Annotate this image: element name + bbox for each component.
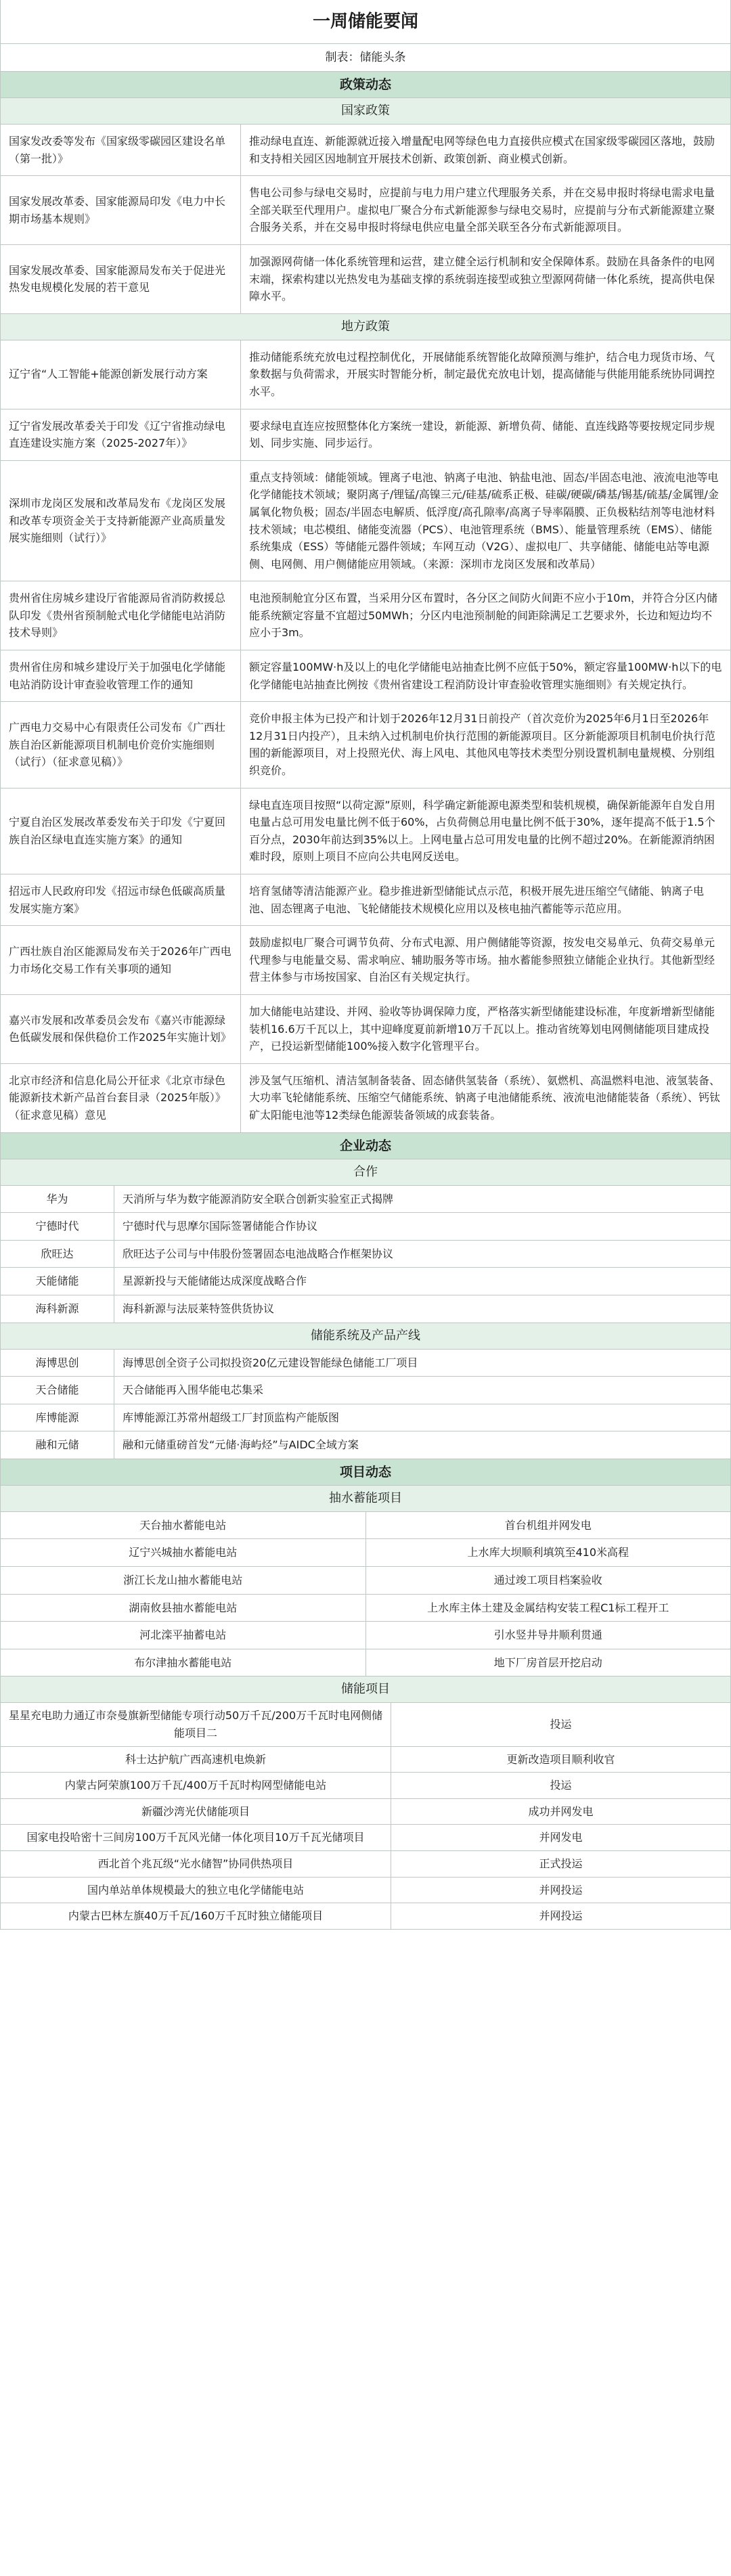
cooperation-row bbox=[1, 1295, 730, 1323]
cooperation-row-value: 欣旺达子公司与中伟股份签署固态电池战略合作框架协议 bbox=[114, 1240, 731, 1268]
local-policy-row-label: 贵州省住房城乡建设厅省能源局省消防救援总队印发《贵州省预制舱式电化学储能电站消防技术导则》 bbox=[1, 581, 241, 650]
local-policy-row bbox=[1, 409, 730, 460]
local-policy-heading: 地方政策 bbox=[1, 314, 730, 340]
storage-project-row-label: 内蒙古巴林左旗40万千瓦/160万千瓦时独立储能项目 bbox=[1, 1903, 391, 1930]
pumped-storage-table bbox=[1, 1512, 730, 1677]
cooperation-row-label: 华为 bbox=[1, 1186, 114, 1213]
storage-project-row-value: 成功并网发电 bbox=[391, 1798, 731, 1825]
cooperation-row-value: 海科新源与法辰莱特签供货协议 bbox=[114, 1295, 731, 1323]
local-policy-row-value: 涉及氢气压缩机、清洁氢制备装备、固态储供氢装备（系统）、氨燃机、高温燃料电池、液氢装备、大功率飞轮储能系统、压缩空气储能系统、钠离子电池储能系统、液流电池储能装备（系统）、钙钛矿太阳能电池等12类绿色能源装备领域的成套装备。 bbox=[241, 1063, 731, 1132]
local-policy-row bbox=[1, 1063, 730, 1132]
local-policy-row-value: 推动储能系统充放电过程控制优化，开展储能系统智能化故障预测与维护，结合电力现货市场、气象数据与负荷需求，开展实时智能分析，制定最优充放电计划，提高储能与供能用能系统协同调控水平。 bbox=[241, 340, 731, 409]
national-policy-row-label: 国家发展改革委、国家能源局印发《电力中长期市场基本规则》 bbox=[1, 176, 241, 245]
pumped-storage-row-value: 地下厂房首层开挖启动 bbox=[366, 1649, 730, 1676]
pumped-storage-row bbox=[1, 1539, 730, 1567]
product-row bbox=[1, 1404, 730, 1431]
local-policy-row-label: 宁夏自治区发展改革委发布关于印发《宁夏回族自治区绿电直连实施方案》的通知 bbox=[1, 788, 241, 874]
pumped-storage-row bbox=[1, 1594, 730, 1622]
cooperation-row bbox=[1, 1213, 730, 1241]
pumped-storage-row-label: 浙江长龙山抽水蓄能电站 bbox=[1, 1567, 366, 1595]
local-policy-row-label: 深圳市龙岗区发展和改革局发布《龙岗区发展和改革专项资金关于支持新能源产业高质量发展实施细则（试行）》 bbox=[1, 460, 241, 581]
pumped-storage-row-label: 湖南攸县抽水蓄能电站 bbox=[1, 1594, 366, 1622]
local-policy-row-value: 竞价申报主体为已投产和计划于2026年12月31日前投产（首次竞价为2025年6月1日至2026年12月31日内投产），且未纳入过机制电价执行范围的新能源项目。区分新能源项目机制电价执行范围的新能源项目，对上投照光伏、海上风电、其他风电等技术类型分别设置机制电量规模、分别组织竞价。 bbox=[241, 702, 731, 788]
national-policy-row-value: 加强源网荷储一体化系统管理和运营，建立健全运行机制和安全保障体系。鼓励在具备条件的电网末端，探索构建以光热发电为基础支撑的系统弱连接型或独立型源网荷储一体化系统，提高供电保障水平。 bbox=[241, 244, 731, 313]
national-policy-row-label: 国家发改委等发布《国家级零碳园区建设名单（第一批）》 bbox=[1, 125, 241, 176]
cooperation-row-value: 宁德时代与思摩尔国际签署储能合作协议 bbox=[114, 1213, 731, 1241]
cooperation-table bbox=[1, 1186, 730, 1323]
policy-section-heading: 政策动态 bbox=[1, 72, 730, 98]
pumped-storage-row bbox=[1, 1649, 730, 1676]
product-row-value: 融和元储重磅首发“元储·海屿烃”与AIDC全域方案 bbox=[114, 1431, 731, 1459]
cooperation-row-label: 宁德时代 bbox=[1, 1213, 114, 1241]
storage-project-row bbox=[1, 1851, 730, 1878]
local-policy-row-value: 绿电直连项目按照“以荷定源”原则，科学确定新能源电源类型和装机规模，确保新能源年自发自用电量占总可用发电量比例不低于60%，占负荷侧总用电量比例不低于30%，逐年提高不低于1.5个百分点，2030年前达到35%以上。上网电量占总可用发电量的比例不超过20%。在新能源消纳困难时段，原则上项目不应向公共电网反送电。 bbox=[241, 788, 731, 874]
local-policy-row-value: 鼓励虚拟电厂聚合可调节负荷、分布式电源、用户侧储能等资源，按发电交易单元、负荷交易单元代理参与电能量交易、需求响应、辅助服务等市场。抽水蓄能参照独立储能企业执行。其他新型经营主体参与市场按国家、自治区有关规定执行。 bbox=[241, 926, 731, 995]
storage-project-row bbox=[1, 1877, 730, 1903]
storage-project-row bbox=[1, 1746, 730, 1773]
storage-project-row-label: 新疆沙湾光伏储能项目 bbox=[1, 1798, 391, 1825]
corporate-section-heading: 企业动态 bbox=[1, 1133, 730, 1159]
product-row-value: 海博思创全资子公司拟投资20亿元建设智能绿色储能工厂项目 bbox=[114, 1350, 731, 1377]
local-policy-row bbox=[1, 788, 730, 874]
storage-project-row-label: 国家电投哈密十三间房100万千瓦风光储一体化项目10万千瓦光储项目 bbox=[1, 1825, 391, 1851]
cooperation-row-label: 欣旺达 bbox=[1, 1240, 114, 1268]
product-row-value: 天合储能再入围华能电芯集采 bbox=[114, 1377, 731, 1404]
local-policy-row-value: 额定容量100MW·h及以上的电化学储能电站抽查比例不应低于50%，额定容量100MW·h以下的电化学储能电站抽查比例按《贵州省建设工程消防设计审查验收管理实施细则》有关规定执行。 bbox=[241, 650, 731, 702]
storage-project-row-value: 投运 bbox=[391, 1773, 731, 1799]
pumped-storage-row-label: 河北滦平抽蓄电站 bbox=[1, 1622, 366, 1649]
storage-projects-heading: 储能项目 bbox=[1, 1676, 730, 1703]
pumped-storage-row bbox=[1, 1567, 730, 1595]
local-policy-row-value: 重点支持领域：储能领域。锂离子电池、钠离子电池、钠盐电池、固态/半固态电池、液流电池等电化学储能技术领域；聚阴离子/锂锰/高镍三元/硅基/硫系正极、硅碳/硬碳/磷基/锡基/硫基/金属锂/金属氧化物负极；固态/半固态电解质、低浮度/高孔隙率/高离子导率隔膜、正负极粘结剂等电池材料技术领域；电芯模组、储能变流器（PCS）、电池管理系统（BMS）、能量管理系统（EMS）、储能系统集成（ESS）等储能元器件领域；车网互动（V2G）、虚拟电厂、共享储能、储能电站等电源侧、电网侧、用户侧储能应用领域。（来源：深圳市龙岗区发展和改革局） bbox=[241, 460, 731, 581]
local-policy-row-value: 培育氢储等清洁能源产业。稳步推进新型储能试点示范，积极开展先进压缩空气储能、钠离子电池、固态锂离子电池、飞轮储能技术规模化应用以及核电抽汽蓄能等示范应用。 bbox=[241, 874, 731, 926]
products-table bbox=[1, 1350, 730, 1459]
national-policy-row bbox=[1, 244, 730, 313]
local-policy-row-label: 招远市人民政府印发《招远市绿色低碳高质量发展实施方案》 bbox=[1, 874, 241, 926]
product-row-label: 天合储能 bbox=[1, 1377, 114, 1404]
storage-project-row bbox=[1, 1903, 730, 1930]
storage-project-row bbox=[1, 1825, 730, 1851]
local-policy-row bbox=[1, 874, 730, 926]
pumped-storage-row-value: 引水竖井导井顺利贯通 bbox=[366, 1622, 730, 1649]
storage-project-row-value: 并网发电 bbox=[391, 1825, 731, 1851]
pumped-storage-row bbox=[1, 1512, 730, 1539]
cooperation-heading: 合作 bbox=[1, 1159, 730, 1186]
local-policy-row-label: 北京市经济和信息化局公开征求《北京市绿色能源新技术新产品首台套目录（2025年版）》（征求意见稿）意见 bbox=[1, 1063, 241, 1132]
cooperation-row bbox=[1, 1240, 730, 1268]
pumped-storage-row-label: 辽宁兴城抽水蓄能电站 bbox=[1, 1539, 366, 1567]
local-policy-row bbox=[1, 460, 730, 581]
cooperation-row bbox=[1, 1268, 730, 1295]
cooperation-row-label: 天能储能 bbox=[1, 1268, 114, 1295]
national-policy-row-value: 推动绿电直连、新能源就近接入增量配电网等绿色电力直接供应模式在国家级零碳园区落地，鼓励和支持相关园区因地制宜开展技术创新、政策创新、商业模式创新。 bbox=[241, 125, 731, 176]
national-policy-row bbox=[1, 125, 730, 176]
local-policy-row-label: 广西壮族自治区能源局发布关于2026年广西电力市场化交易工作有关事项的通知 bbox=[1, 926, 241, 995]
storage-project-row-label: 星星充电助力通辽市奈曼旗新型储能专项行动50万千瓦/200万千瓦时电网侧储能项目二 bbox=[1, 1703, 391, 1746]
national-policy-row-value: 售电公司参与绿电交易时，应提前与电力用户建立代理服务关系，并在交易申报时将绿电需求电量全部关联至代理用户。虚拟电厂聚合分布式新能源参与绿电交易时，应提前与分布式新能源建立聚合服务关系，并在交易申报时将绿电供应电量全部关联至各分布式新能源项目。 bbox=[241, 176, 731, 245]
pumped-storage-heading: 抽水蓄能项目 bbox=[1, 1486, 730, 1512]
local-policy-row-label: 辽宁省“人工智能+能源创新发展行动方案 bbox=[1, 340, 241, 409]
storage-project-row-value: 正式投运 bbox=[391, 1851, 731, 1878]
storage-projects-table bbox=[1, 1703, 730, 1929]
pumped-storage-row-value: 首台机组并网发电 bbox=[366, 1512, 730, 1539]
storage-project-row bbox=[1, 1703, 730, 1746]
products-heading: 储能系统及产品产线 bbox=[1, 1323, 730, 1350]
product-row bbox=[1, 1377, 730, 1404]
local-policy-row-label: 贵州省住房和城乡建设厅关于加强电化学储能电站消防设计审查验收管理工作的通知 bbox=[1, 650, 241, 702]
national-policy-row-label: 国家发展改革委、国家能源局发布关于促进光热发电规模化发展的若干意见 bbox=[1, 244, 241, 313]
local-policy-row-label: 嘉兴市发展和改革委员会发布《嘉兴市能源绿色低碳发展和保供稳价工作2025年实施计划》 bbox=[1, 994, 241, 1063]
local-policy-row bbox=[1, 650, 730, 702]
storage-project-row-label: 国内单站单体规模最大的独立电化学储能电站 bbox=[1, 1877, 391, 1903]
local-policy-table bbox=[1, 340, 730, 1133]
national-policy-table bbox=[1, 125, 730, 314]
product-row bbox=[1, 1431, 730, 1459]
local-policy-row bbox=[1, 702, 730, 788]
national-policy-heading: 国家政策 bbox=[1, 98, 730, 125]
cooperation-row bbox=[1, 1186, 730, 1213]
cooperation-row-value: 天消所与华为数字能源消防安全联合创新实验室正式揭牌 bbox=[114, 1186, 731, 1213]
local-policy-row bbox=[1, 926, 730, 995]
storage-project-row-value: 投运 bbox=[391, 1703, 731, 1746]
local-policy-row-value: 加大储能电站建设、并网、验收等协调保障力度，严格落实新型储能建设标准，年度新增新型储能装机16.6万千瓦以上，其中迎峰度夏前新增10万千瓦以上。推动省统筹划电网侧储能项目建成投产，已投运新型储能100%接入数字化管理平台。 bbox=[241, 994, 731, 1063]
local-policy-row-label: 广西电力交易中心有限责任公司发布《广西壮族自治区新能源项目机制电价竞价实施细则（试行）（征求意见稿）》 bbox=[1, 702, 241, 788]
local-policy-row bbox=[1, 994, 730, 1063]
product-row bbox=[1, 1350, 730, 1377]
pumped-storage-row-value: 上水库大坝顺利填筑至410米高程 bbox=[366, 1539, 730, 1567]
pumped-storage-row-value: 通过竣工项目档案验收 bbox=[366, 1567, 730, 1595]
projects-section-heading: 项目动态 bbox=[1, 1459, 730, 1486]
page-title: 一周储能要闻 bbox=[1, 0, 730, 44]
product-row-label: 融和元储 bbox=[1, 1431, 114, 1459]
storage-project-row-value: 并网投运 bbox=[391, 1903, 731, 1930]
storage-project-row-label: 西北首个兆瓦级“光水储智”协同供热项目 bbox=[1, 1851, 391, 1878]
storage-project-row bbox=[1, 1798, 730, 1825]
storage-project-row-label: 科士达护航广西高速机电焕新 bbox=[1, 1746, 391, 1773]
producer-line: 制表：储能头条 bbox=[1, 44, 730, 72]
local-policy-row-value: 电池预制舱宜分区布置，当采用分区布置时，各分区之间防火间距不应小于10m，并符合分区内储能系统额定容量不宜超过50MWh；分区内电池预制舱的间距除满足工艺要求外，长边和短边均不应小于3m。 bbox=[241, 581, 731, 650]
local-policy-row bbox=[1, 581, 730, 650]
cooperation-row-label: 海科新源 bbox=[1, 1295, 114, 1323]
storage-project-row-value: 并网投运 bbox=[391, 1877, 731, 1903]
local-policy-row bbox=[1, 340, 730, 409]
pumped-storage-row-label: 天台抽水蓄能电站 bbox=[1, 1512, 366, 1539]
cooperation-row-value: 星源新投与天能储能达成深度战略合作 bbox=[114, 1268, 731, 1295]
national-policy-row bbox=[1, 176, 730, 245]
storage-project-row-value: 更新改造项目顺利收官 bbox=[391, 1746, 731, 1773]
product-row-label: 海博思创 bbox=[1, 1350, 114, 1377]
local-policy-row-value: 要求绿电直连应按照整体化方案统一建设，新能源、新增负荷、储能、直连线路等要按规定同步规划、同步实施、同步运行。 bbox=[241, 409, 731, 460]
local-policy-row-label: 辽宁省发展改革委关于印发《辽宁省推动绿电直连建设实施方案（2025-2027年）》 bbox=[1, 409, 241, 460]
product-row-label: 库博能源 bbox=[1, 1404, 114, 1431]
storage-project-row-label: 内蒙古阿荣旗100万千瓦/400万千瓦时构网型储能电站 bbox=[1, 1773, 391, 1799]
storage-project-row bbox=[1, 1773, 730, 1799]
pumped-storage-row bbox=[1, 1622, 730, 1649]
product-row-value: 库博能源江苏常州超级工厂封顶监构产能版图 bbox=[114, 1404, 731, 1431]
pumped-storage-row-value: 上水库主体土建及金属结构安装工程C1标工程开工 bbox=[366, 1594, 730, 1622]
pumped-storage-row-label: 布尔津抽水蓄能电站 bbox=[1, 1649, 366, 1676]
